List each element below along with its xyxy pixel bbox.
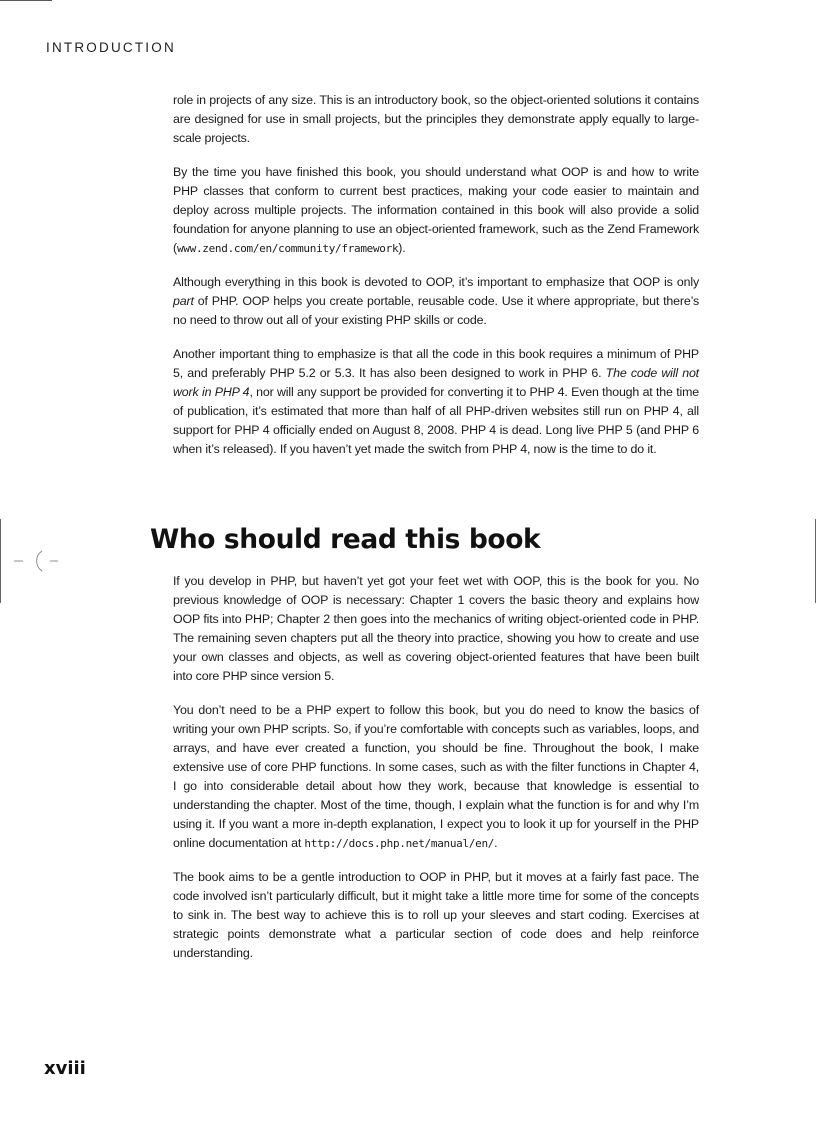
intro-paragraph-2: [173, 163, 699, 258]
section-body: [173, 572, 699, 978]
paragraph-text: By the time you have finished this book, you should understand what OOP is and how to write PHP classes that conform to current best practices, making your code easier to maintain and deploy across multiple projects. The information contained in this book will also provide a solid foundation for anyone planning to use an object-oriented framework, such as the Zend Framework (: [173, 165, 699, 255]
registration-mark-icon: [14, 548, 58, 574]
crop-bar-left: [0, 519, 1, 603]
intro-paragraph-4: [173, 345, 699, 459]
php-docs-url: http://docs.php.net/manual/en/: [304, 837, 495, 850]
section-paragraph-1: If you develop in PHP, but haven’t yet got your feet wet with OOP, this is the book for you. No previous knowledge of OOP is necessary: Chapter 1 covers the basic theory and explains how OOP fits into PHP; Chapter 2 then goes into the mechanics of writing object-oriented code in PHP. The remaining seven chapters put all the theory into practice, showing you how to create and use your own classes and objects, as well as covering object-oriented features that have been built into core PHP since version 5.: [173, 574, 699, 683]
page-number: xviii: [44, 1058, 86, 1079]
zend-framework-url: www.zend.com/en/community/framework: [176, 242, 399, 255]
emphasis-text: The code will not work in PHP 4: [173, 366, 699, 399]
paragraph-text: .: [494, 836, 498, 850]
paragraph-text: , nor will any support be provided for converting it to PHP 4. Even though at the time of publication, it’s estimated that more than half of all PHP-driven websites still run on PHP 4, all support for PHP 4 officially ended on August 8, 2008. PHP 4 is dead. Long live PHP 5 (and PHP 6 when it’s released). If you haven’t yet made the switch from PHP 4, now is the time to do it.: [173, 385, 699, 456]
paragraph-text: of PHP. OOP helps you create portable, reusable code. Use it where appropriate, but there’s no need to throw out all of your existing PHP skills or code.: [173, 294, 699, 327]
intro-paragraph-3: [173, 273, 699, 330]
paragraph-text: ).: [398, 241, 406, 255]
top-rule: [0, 0, 52, 1]
section-paragraph-2: [173, 701, 699, 853]
emphasis-text: part: [173, 294, 194, 308]
intro-paragraph-1: role in projects of any size. This is an introductory book, so the object-oriented solutions it contains are designed for use in small projects, but the principles they demonstrate apply equally to large-scale projects.: [173, 93, 699, 145]
section-heading: Who should read this book: [150, 524, 541, 555]
paragraph-text: You don’t need to be a PHP expert to follow this book, but you do need to know the basics of writing your own PHP scripts. So, if you’re comfortable with concepts such as variables, loops, and arrays, and have ever created a function, you should be fine. Throughout the book, I make extensive use of core PHP functions. In some cases, such as with the filter functions in Chapter 4, I go into considerable detail about how they work, because that knowledge is essential to understanding the chapter. Most of the time, though, I explain what the function is for and why I’m using it. If you want a more in-depth explanation, I expect you to look it up for yourself in the PHP online documentation at: [173, 703, 699, 850]
paragraph-text: Although everything in this book is devoted to OOP, it’s important to emphasize that OOP is only: [173, 275, 699, 289]
section-paragraph-3: The book aims to be a gentle introduction to OOP in PHP, but it moves at a fairly fast pace. The code involved isn’t particularly difficult, but it might take a little more time for some of the concepts to sink in. The best way to achieve this is to roll up your sleeves and start coding. Exercises at strategic points demonstrate what a particular section of code does and help reinforce understanding.: [173, 870, 699, 960]
running-head: INTRODUCTION: [46, 40, 176, 55]
intro-body: [173, 91, 699, 474]
paragraph-text: Another important thing to emphasize is that all the code in this book requires a minimum of PHP 5, and preferably PHP 5.2 or 5.3. It has also been designed to work in PHP 6.: [173, 347, 699, 380]
